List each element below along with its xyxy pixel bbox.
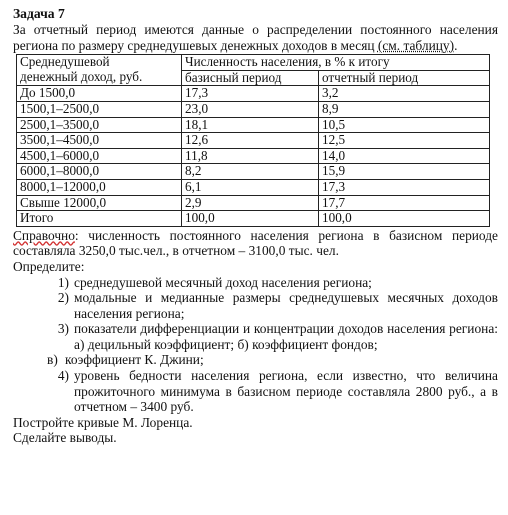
cell-income: 3500,1–4500,0 — [17, 133, 182, 149]
header-income-line1: Среднедушевой — [20, 54, 110, 70]
cell-report: 8,9 — [319, 101, 490, 117]
problem-title: Задача 7 — [13, 6, 65, 21]
table-row — [17, 164, 490, 180]
task-number: 2) — [57, 290, 69, 306]
note-label: Справочно — [13, 227, 75, 243]
header-income — [17, 55, 182, 86]
table-row — [17, 117, 490, 133]
task-number: в) — [47, 352, 58, 368]
cell-base: 2,9 — [182, 195, 319, 211]
cell-base: 100,0 — [182, 211, 319, 227]
closing-instructions — [13, 415, 498, 446]
cell-income: Свыше 12000,0 — [17, 195, 182, 211]
task-number: 1) — [57, 274, 69, 290]
table-row — [17, 195, 490, 211]
header-income-line2: денежный доход, руб. — [20, 68, 143, 84]
task-list — [13, 275, 498, 415]
task-text: уровень бедности населения региона, если известно, что величина прожиточного минимума в базисном периоде составляла 2800 руб., а в отчетном – 3400 руб. — [74, 368, 498, 415]
cell-base: 18,1 — [182, 117, 319, 133]
cell-report: 10,5 — [319, 117, 490, 133]
table-row — [17, 133, 490, 149]
cell-base: 12,6 — [182, 133, 319, 149]
cell-report: 12,5 — [319, 133, 490, 149]
list-item — [13, 275, 498, 291]
table-total-row — [17, 211, 490, 227]
cell-income: 6000,1–8000,0 — [17, 164, 182, 180]
task-text: среднедушевой месячный доход населения региона; — [74, 274, 372, 290]
list-item — [13, 352, 498, 368]
closing-line-conclusions: Сделайте выводы. — [13, 430, 117, 446]
header-report-period: отчетный период — [319, 70, 490, 86]
header-population-group: Численность населения, в % к итогу — [182, 55, 490, 71]
cell-report: 3,2 — [319, 86, 490, 102]
task-text: показатели дифференциации и концентрации доходов населения региона: а) децильный коэффициент; б) коэффициент фондов; — [74, 321, 498, 352]
determine-label: Определите: — [13, 258, 85, 274]
task-number: 4) — [57, 368, 69, 384]
cell-base: 23,0 — [182, 101, 319, 117]
intro-text: За отчетный период имеются данные о распределении постоянного населения региона по размеру среднедушевых денежных доходов в месяц — [13, 22, 498, 53]
cell-report: 17,7 — [319, 195, 490, 211]
task-text: коэффициент К. Джини; — [65, 352, 204, 368]
table-row — [17, 101, 490, 117]
table-header-row — [17, 55, 490, 71]
table-row — [17, 179, 490, 195]
problem-intro — [13, 22, 498, 53]
task-number: 3) — [57, 321, 69, 337]
list-item — [13, 290, 498, 321]
intro-period: . — [454, 37, 458, 53]
cell-base: 11,8 — [182, 148, 319, 164]
list-item — [13, 321, 498, 352]
cell-report: 14,0 — [319, 148, 490, 164]
cell-income: До 1500,0 — [17, 86, 182, 102]
cell-base: 6,1 — [182, 179, 319, 195]
cell-income: 4500,1–6000,0 — [17, 148, 182, 164]
cell-income: 8000,1–12000,0 — [17, 179, 182, 195]
closing-line-lorenz: Постройте кривые М. Лоренца. — [13, 414, 193, 430]
cell-base: 17,3 — [182, 86, 319, 102]
cell-report: 15,9 — [319, 164, 490, 180]
cell-base: 8,2 — [182, 164, 319, 180]
table-row — [17, 148, 490, 164]
income-distribution-table — [16, 54, 490, 227]
task-text: модальные и медианные размеры среднедушевых месячных доходов населения региона; — [74, 290, 498, 321]
cell-income: 2500,1–3500,0 — [17, 117, 182, 133]
list-item — [13, 368, 498, 415]
table-row — [17, 86, 490, 102]
note-text: : численность постоянного населения региона в базисном периоде составляла 3250,0 тыс.чел., в отчетном – 3100,0 тыс. чел. — [13, 227, 498, 259]
reference-note — [13, 228, 498, 259]
cell-income: 1500,1–2500,0 — [17, 101, 182, 117]
cell-report: 100,0 — [319, 211, 490, 227]
intro-table-reference: (см. таблицу) — [377, 37, 455, 53]
cell-report: 17,3 — [319, 179, 490, 195]
cell-income: Итого — [17, 211, 182, 227]
header-base-period: базисный период — [182, 70, 319, 86]
